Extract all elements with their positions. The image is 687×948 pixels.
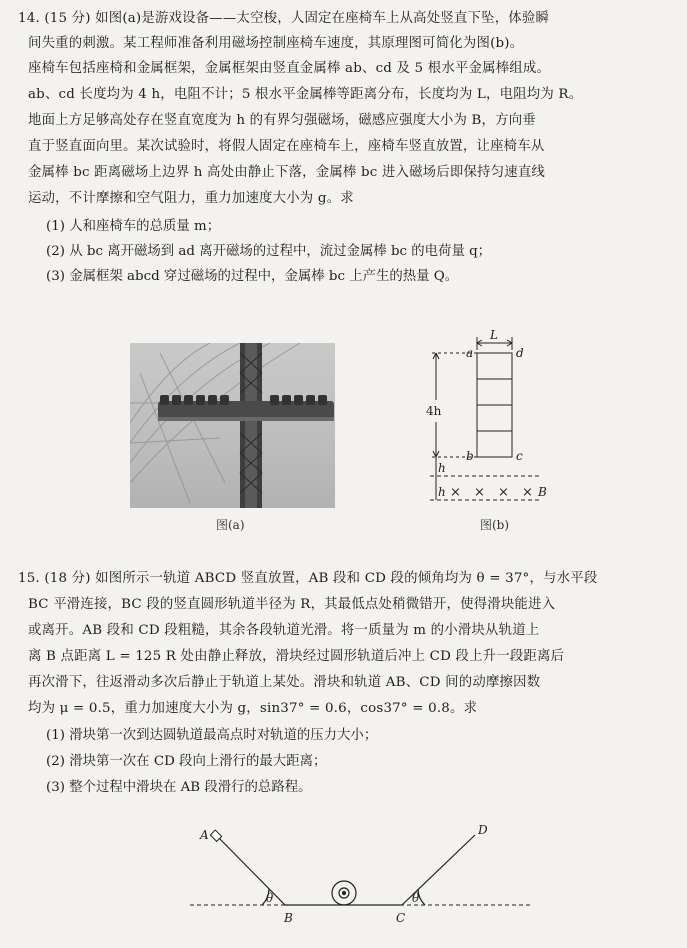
label-d: d — [516, 346, 524, 360]
q14-line-3: 座椅车包括座椅和金属框架，金属框架由竖直金属棒 ab、cd 及 5 根水平金属棒组成。 — [28, 61, 551, 76]
label-B: B — [284, 911, 293, 925]
q14-line-5: 地面上方足够高处存在竖直宽度为 h 的有界匀强磁场，磁感应强度大小为 B，方向垂 — [28, 113, 536, 128]
label-h-field: h — [438, 485, 446, 499]
q15-line-4: 离 B 点距离 L = 125 R 处由静止释放，滑块经过圆形轨道后冲上 CD 段上升一段距离后 — [28, 649, 565, 664]
q15-line-3: 或离开。AB 段和 CD 段粗糙，其余各段轨道光滑。将一质量为 m 的小滑块从轨道上 — [28, 623, 540, 638]
q14-line-4: ab、cd 长度均为 4 h，电阻不计；5 根水平金属棒等距离分布，长度均为 L，电阻均为 R。 — [28, 87, 583, 102]
label-D: D — [478, 823, 488, 837]
q15-line-5: 再次滑下，往返滑动多次后静止于轨道上某处。滑块和轨道 AB、CD 间的动摩擦因数 — [28, 675, 541, 690]
label-B: B — [538, 485, 547, 499]
label-a: a — [466, 346, 474, 360]
q14-part-3: (3) 金属框架 abcd 穿过磁场的过程中，金属棒 bc 上产生的热量 Q。 — [46, 269, 459, 284]
q15-part-1: (1) 滑块第一次到达圆轨道最高点时对轨道的压力大小； — [46, 728, 378, 743]
label-C: C — [396, 911, 406, 925]
q14-part-2: (2) 从 bc 离开磁场到 ad 离开磁场的过程中，流过金属棒 bc 的电荷量 q； — [46, 244, 492, 259]
figure-b-caption: 图(b) — [480, 518, 510, 532]
label-theta-right: θ — [412, 891, 420, 905]
field-cross-mark: × — [522, 485, 533, 500]
q14-line-1: 14. (15 分) 如图(a)是游戏设备——太空梭，人固定在座椅车上从高处竖直下坠，体验瞬 — [18, 11, 550, 26]
q15-line-2: BC 平滑连接，BC 段的竖直圆形轨道半径为 R，其最低点处稍微错开，使得滑块能进入 — [28, 597, 556, 612]
q14-line-6: 直于竖直面向里。某次试验时，将假人固定在座椅车上，座椅车竖直放置，让座椅车从 — [28, 139, 545, 154]
q15-part-2: (2) 滑块第一次在 CD 段向上滑行的最大距离； — [46, 754, 327, 769]
label-A: A — [200, 828, 209, 842]
label-4h: 4h — [426, 404, 442, 418]
field-cross-mark: × — [450, 485, 461, 500]
figure-b-diagram — [420, 330, 570, 510]
field-cross-mark: × — [474, 485, 485, 500]
track-diagram — [190, 820, 530, 930]
label-h-gap: h — [438, 461, 446, 475]
q14-line-8: 运动，不计摩擦和空气阻力，重力加速度大小为 g。求 — [28, 191, 354, 206]
q14-line-2: 间失重的刺激。某工程师准备利用磁场控制座椅车速度，其原理图可简化为图(b)。 — [28, 36, 524, 51]
label-c: c — [516, 449, 523, 463]
q15-line-1: 15. (18 分) 如图所示一轨道 ABCD 竖直放置，AB 段和 CD 段的倾角均为 θ = 37°，与水平段 — [18, 571, 598, 586]
figure-a-caption: 图(a) — [216, 518, 245, 532]
figure-a-photo — [130, 343, 335, 508]
q15-line-6: 均为 μ = 0.5，重力加速度大小为 g，sin37° = 0.6，cos37° = 0.8。求 — [28, 701, 478, 716]
label-L: L — [490, 330, 498, 342]
label-theta-left: θ — [266, 891, 274, 905]
q15-part-3: (3) 整个过程中滑块在 AB 段滑行的总路程。 — [46, 780, 312, 795]
field-cross-mark: × — [498, 485, 509, 500]
label-b: b — [466, 449, 474, 463]
q14-line-7: 金属棒 bc 距离磁场上边界 h 高处由静止下落，金属棒 bc 进入磁场后即保持匀速直线 — [28, 165, 545, 180]
q14-part-1: (1) 人和座椅车的总质量 m； — [46, 219, 221, 234]
